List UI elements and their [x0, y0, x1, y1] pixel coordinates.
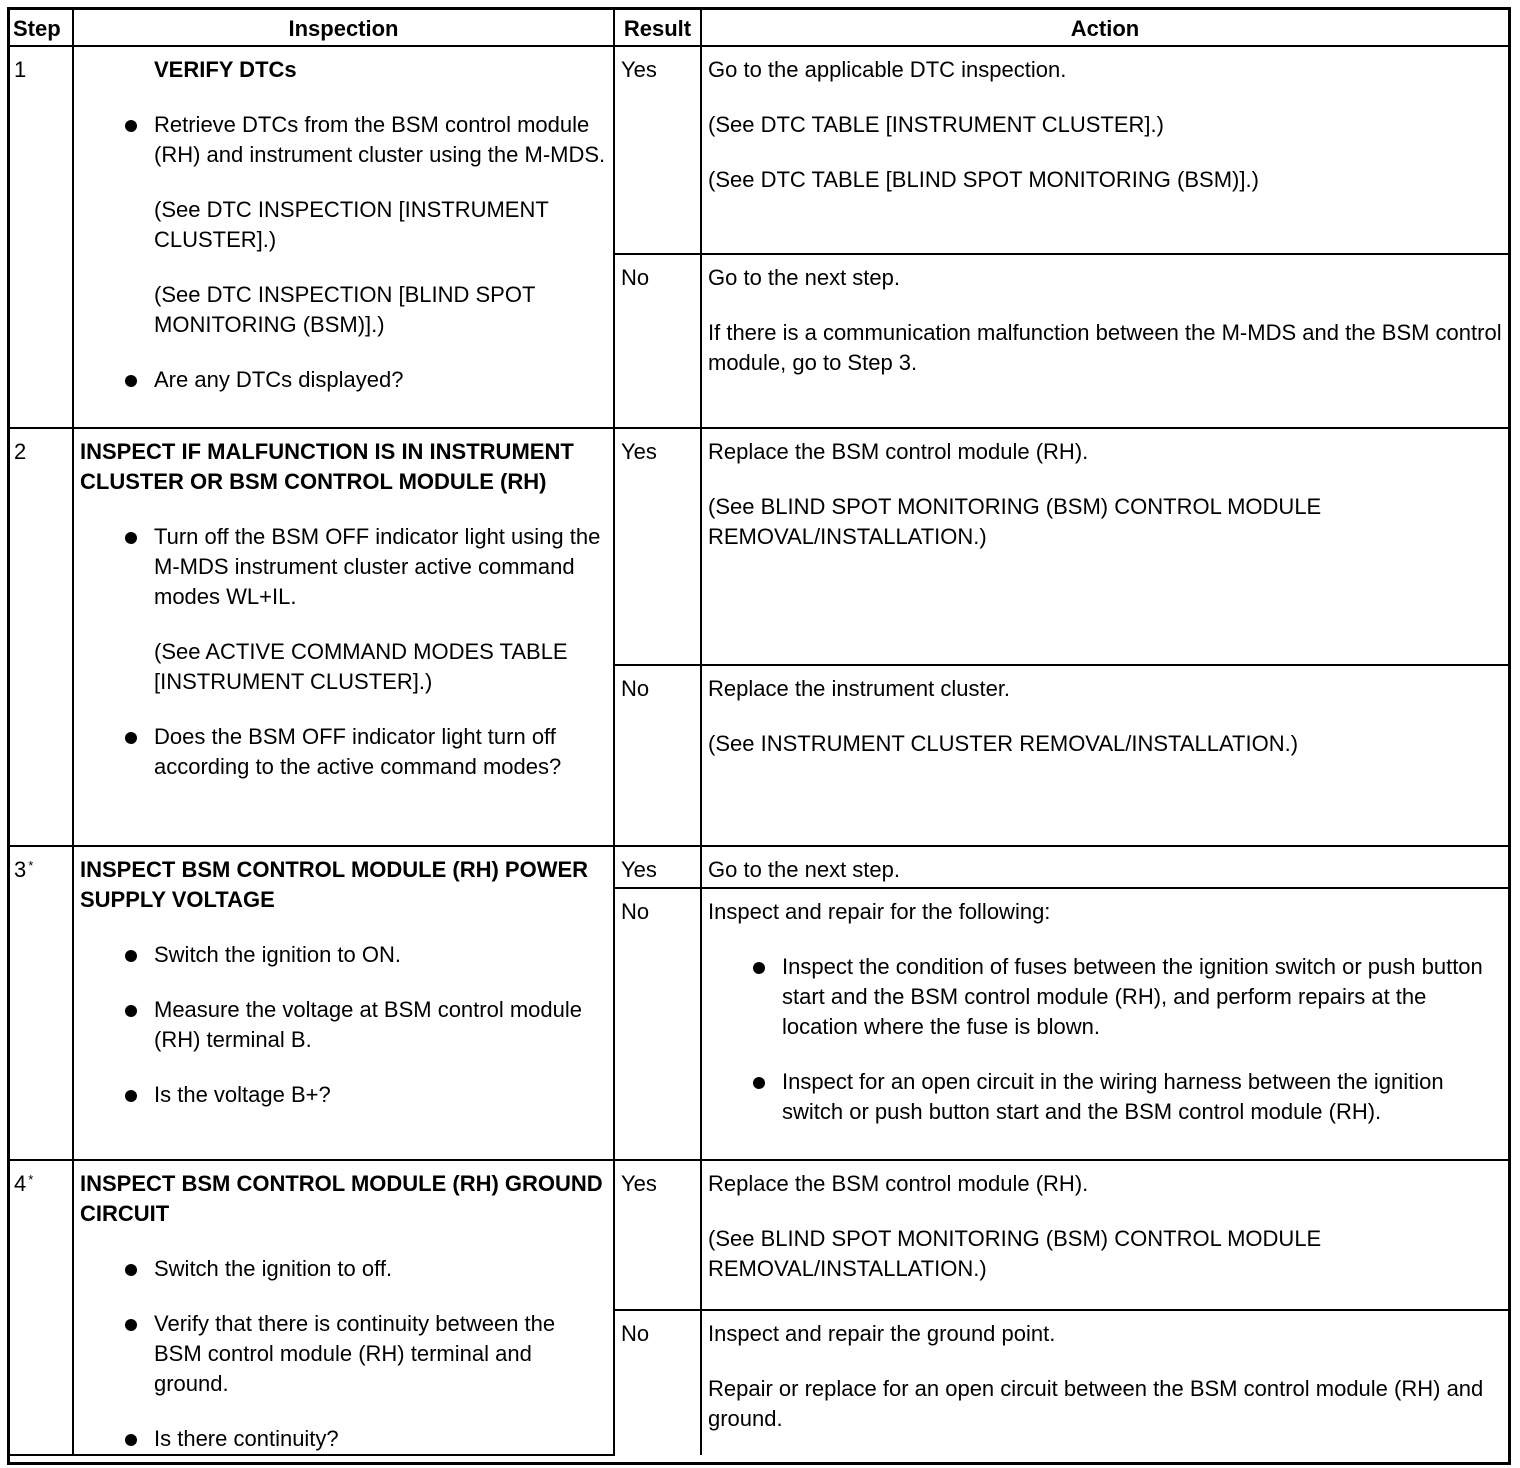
step-4-no-line-1: Inspect and repair the ground point.: [708, 1320, 1056, 1346]
diagnostic-table-frame: [7, 7, 1511, 1465]
step-3-no-item-2: Inspect for an open circuit in the wiring harness between the ignition switch or push button start and the BSM control module (RH).: [708, 1067, 1502, 1127]
step-3-result-yes: Yes: [614, 846, 701, 888]
step-3-no-item-1: Inspect the condition of fuses between the ignition switch or push button start and the BSM control module (RH), and perform repairs at the location where the fuse is blown.: [708, 952, 1502, 1042]
step-2-bullet-2: Does the BSM OFF indicator light turn off according to the active command modes?: [80, 722, 607, 782]
step-1-yes-line-1: Go to the applicable DTC inspection.: [708, 57, 1067, 82]
step-2-no-line-2: (See INSTRUMENT CLUSTER REMOVAL/INSTALLATION.): [708, 731, 1299, 756]
step-1-bullet-1: Retrieve DTCs from the BSM control module (RH) and instrument cluster using the M-MDS.: [80, 110, 607, 170]
step-2-result-yes: Yes: [614, 428, 701, 665]
step-4-action-yes: [701, 1160, 1508, 1310]
step-2-yes-row: [10, 428, 1508, 665]
step-1-yes-line-2: (See DTC TABLE [INSTRUMENT CLUSTER].): [708, 112, 1164, 137]
step-4-bullet-2: Verify that there is continuity between the BSM control module (RH) terminal and ground.: [80, 1309, 607, 1399]
step-2-number: 2: [10, 428, 73, 846]
step-4-bullet-3: Is there continuity?: [80, 1424, 607, 1454]
step-3-bullet-3: Is the voltage B+?: [80, 1080, 607, 1110]
step-2-action-yes: [701, 428, 1508, 665]
step-3-no-items: [708, 952, 1502, 1127]
step-4-title: INSPECT BSM CONTROL MODULE (RH) GROUND CIRCUIT: [80, 1171, 603, 1226]
step-1-no-line-2: If there is a communication malfunction between the M-MDS and the BSM control module, go to Step 3.: [708, 320, 1502, 375]
step-2-bullets-a: [80, 522, 607, 612]
step-4-number: 4 *: [10, 1160, 73, 1455]
header-inspection: Inspection: [73, 10, 614, 46]
step-3-inspection: [73, 846, 614, 1160]
step-4-yes-row: [10, 1160, 1508, 1310]
step-1-yes-line-3: (See DTC TABLE [BLIND SPOT MONITORING (BSM)].): [708, 167, 1259, 192]
step-4-bullets: [80, 1254, 607, 1454]
header-result: Result: [614, 10, 701, 46]
step-3-title: INSPECT BSM CONTROL MODULE (RH) POWER SUPPLY VOLTAGE: [80, 857, 589, 912]
step-1-note-1: (See DTC INSPECTION [INSTRUMENT CLUSTER].): [154, 197, 549, 252]
step-2-inspection: [73, 428, 614, 846]
step-2-no-line-1: Replace the instrument cluster.: [708, 676, 1011, 701]
step-1-action-yes: [701, 46, 1508, 254]
step-1-bullet-2: Are any DTCs displayed?: [80, 365, 607, 395]
step-1-no-line-1: Go to the next step.: [708, 265, 901, 290]
step-2-title: INSPECT IF MALFUNCTION IS IN INSTRUMENT CLUSTER OR BSM CONTROL MODULE (RH): [80, 439, 574, 494]
step-1-yes-row: [10, 46, 1508, 254]
step-2-yes-line-2: (See BLIND SPOT MONITORING (BSM) CONTROL MODULE REMOVAL/INSTALLATION.): [708, 494, 1322, 549]
step-3-action-no: [701, 888, 1508, 1160]
step-3-bullets: [80, 940, 607, 1110]
header-row: [10, 10, 1508, 46]
step-3-number: 3 *: [10, 846, 73, 1160]
step-2-note-1: (See ACTIVE COMMAND MODES TABLE [INSTRUMENT CLUSTER].): [154, 639, 568, 694]
header-action: Action: [701, 10, 1508, 46]
step-2-yes-line-1: Replace the BSM control module (RH).: [708, 439, 1089, 464]
step-4-action-no: [701, 1310, 1508, 1456]
step-3-yes-row: [10, 846, 1508, 888]
step-2-bullet-1: Turn off the BSM OFF indicator light using the M-MDS instrument cluster active command modes WL+IL.: [80, 522, 607, 612]
step-1-note-2: (See DTC INSPECTION [BLIND SPOT MONITORING (BSM)].): [154, 282, 536, 337]
step-1-result-no: No: [614, 254, 701, 428]
step-1-result-yes: Yes: [614, 46, 701, 254]
step-2-result-no: No: [614, 665, 701, 846]
step-4-inspection: [73, 1160, 614, 1455]
step-4-bullet-1: Switch the ignition to off.: [80, 1254, 607, 1284]
header-step: Step: [10, 10, 73, 46]
step-1-bullets-a: [80, 110, 607, 170]
step-3-action-yes: [701, 846, 1508, 888]
step-2-bullets-b: [80, 722, 607, 782]
step-1-action-no: [701, 254, 1508, 428]
step-1-inspection: [73, 46, 614, 428]
step-3-yes-line-1: Go to the next step.: [708, 857, 901, 882]
step-1-number: 1: [10, 46, 73, 428]
step-3-no-line-1: Inspect and repair for the following:: [708, 899, 1051, 924]
step-4-result-yes: Yes: [614, 1160, 701, 1310]
step-2-action-no: [701, 665, 1508, 846]
step-4-no-line-2: Repair or replace for an open circuit between the BSM control module (RH) and ground.: [708, 1375, 1484, 1431]
step-3-result-no: No: [614, 888, 701, 1160]
step-4-result-no: No: [614, 1310, 701, 1456]
step-1-title: VERIFY DTCs: [154, 57, 297, 82]
step-3-bullet-1: Switch the ignition to ON.: [80, 940, 607, 970]
step-3-bullet-2: Measure the voltage at BSM control module (RH) terminal B.: [80, 995, 607, 1055]
step-4-yes-line-2: (See BLIND SPOT MONITORING (BSM) CONTROL MODULE REMOVAL/INSTALLATION.): [708, 1226, 1322, 1281]
step-1-bullets-b: [80, 365, 607, 395]
diagnostic-table: [10, 10, 1508, 1456]
step-4-yes-line-1: Replace the BSM control module (RH).: [708, 1171, 1089, 1196]
